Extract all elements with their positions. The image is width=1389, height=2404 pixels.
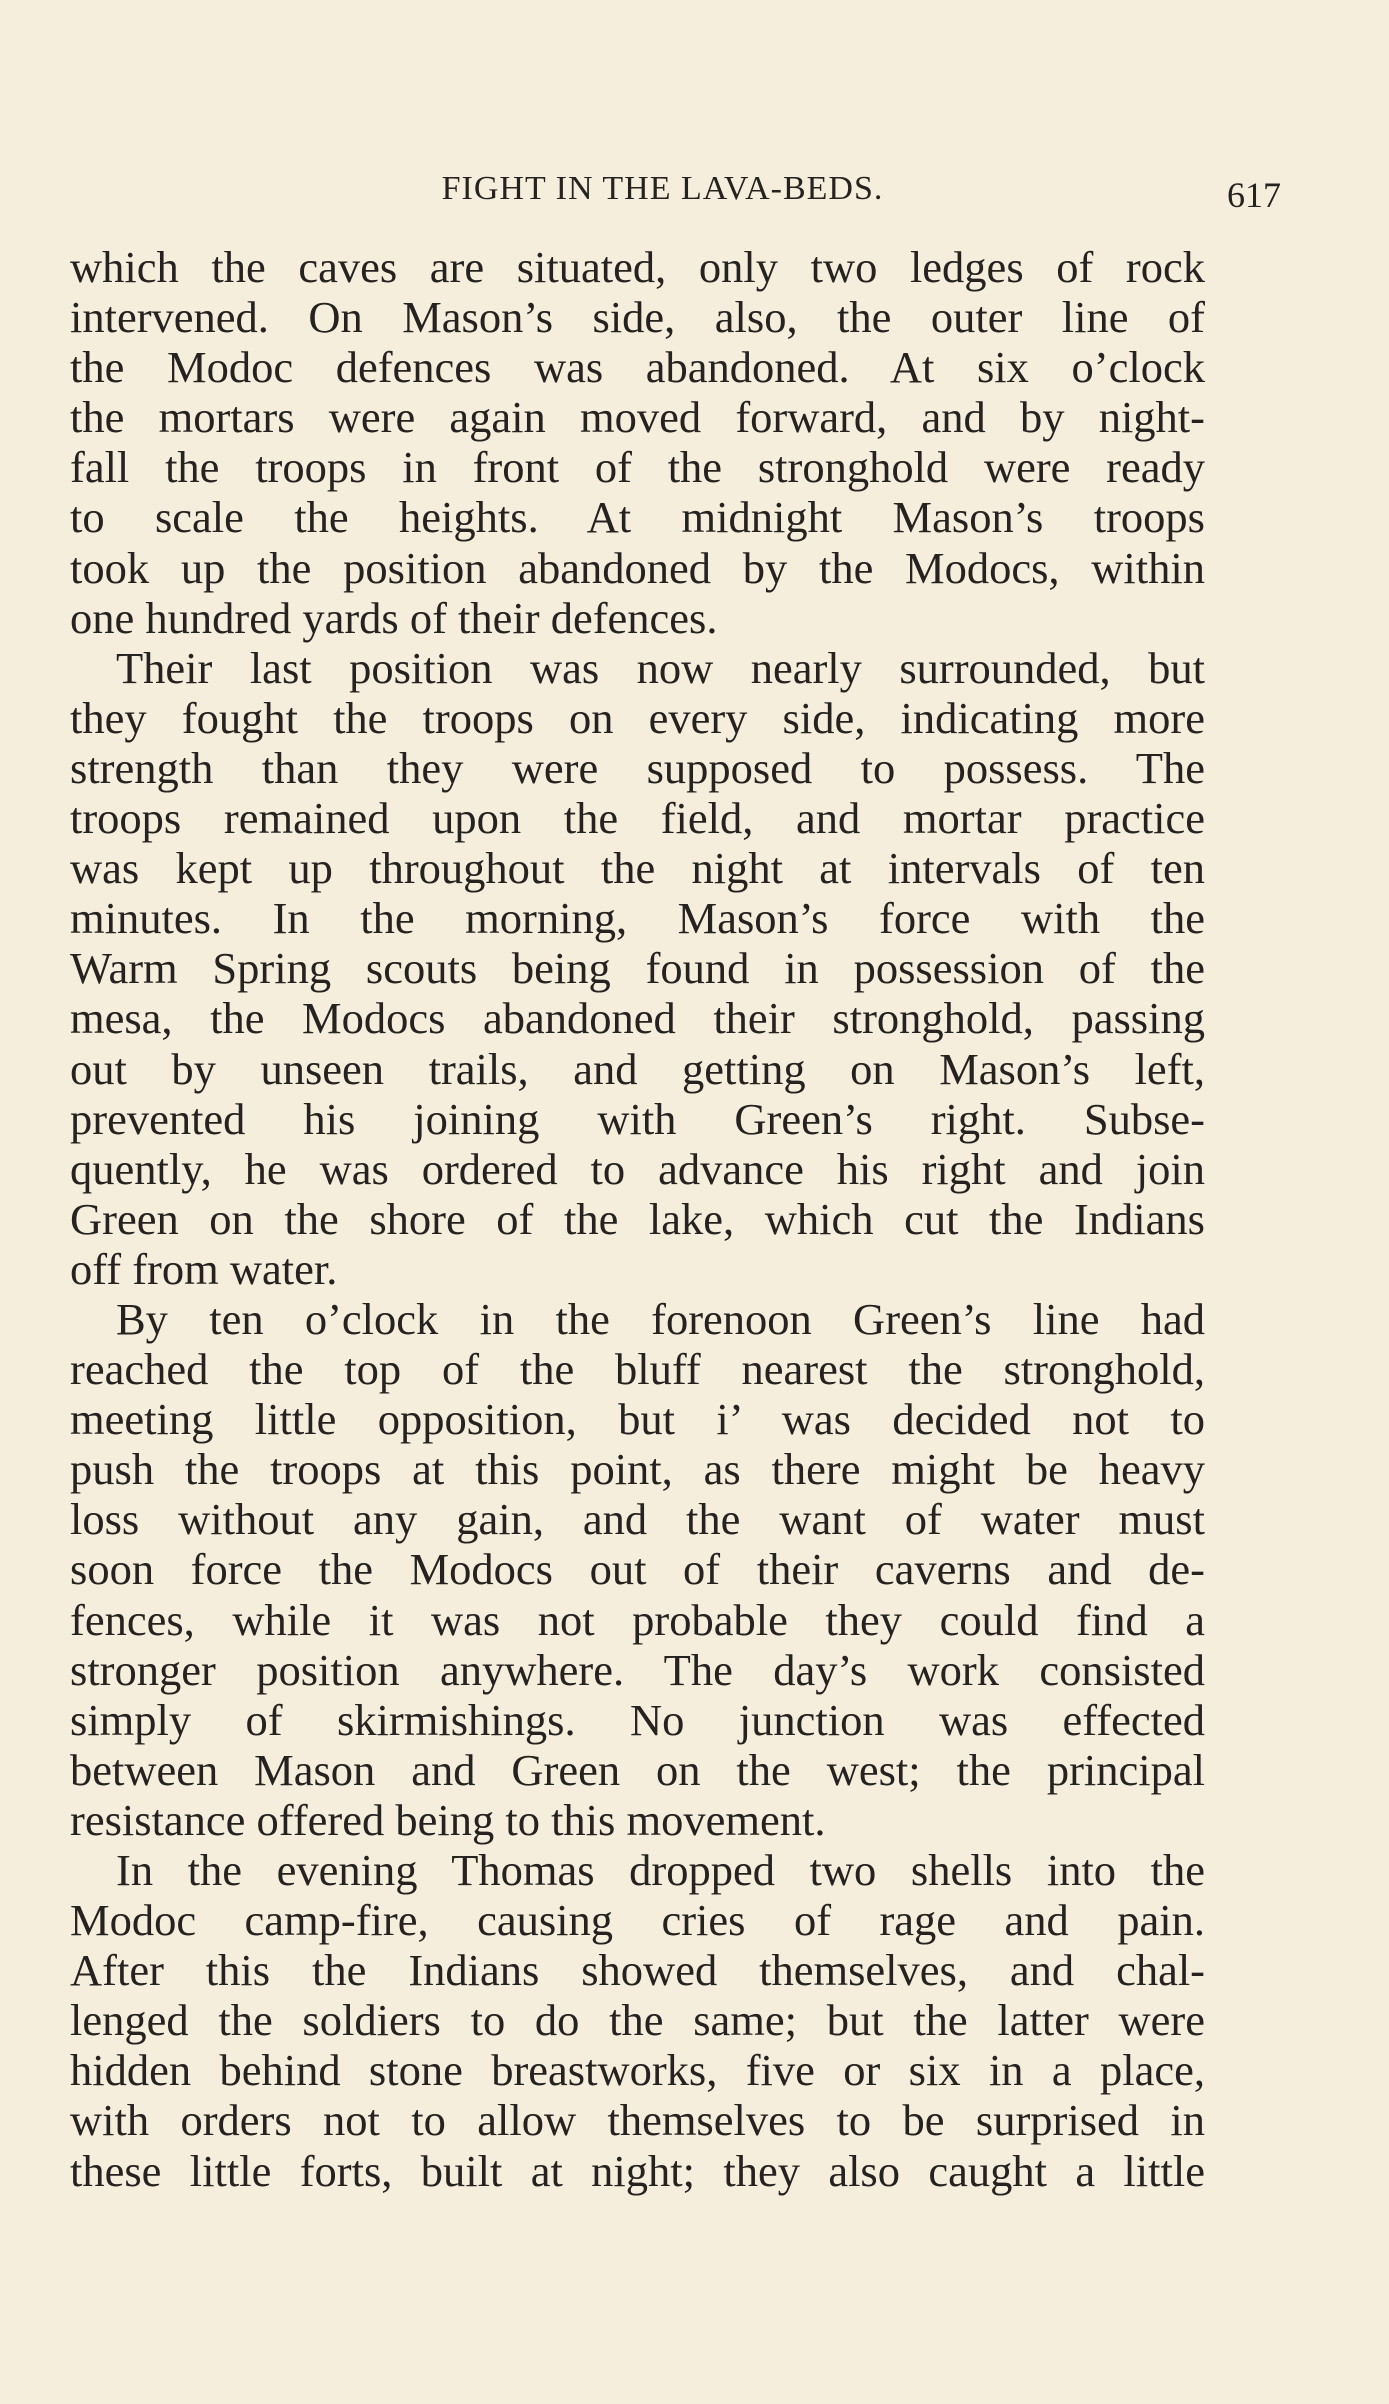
text-line: the mortars were again moved forward, and by night- bbox=[70, 392, 1205, 443]
text-line: quently, he was ordered to advance his right and join bbox=[70, 1143, 1205, 1194]
text-line: meeting little opposition, but i’ was decided not to bbox=[70, 1394, 1205, 1445]
text-line: with orders not to allow themselves to be surprised in bbox=[70, 2095, 1205, 2146]
running-head bbox=[70, 170, 1281, 220]
paragraph-start-line: By ten o’clock in the forenoon Green’s line had bbox=[116, 1293, 1205, 1344]
text-line: After this the Indians showed themselves, and chal- bbox=[70, 1945, 1205, 1996]
text-line: took up the position abandoned by the Modocs, within bbox=[70, 542, 1205, 593]
paragraph-end-line: off from water. bbox=[70, 1243, 338, 1294]
paragraph-end-line: one hundred yards of their defences. bbox=[70, 592, 718, 643]
text-line: Warm Spring scouts being found in possession of the bbox=[70, 943, 1205, 994]
text-line: fall the troops in front of the stronghold were ready bbox=[70, 442, 1205, 493]
text-line: push the troops at this point, as there might be heavy bbox=[70, 1444, 1205, 1495]
text-line: which the caves are situated, only two ledges of rock bbox=[70, 242, 1205, 292]
text-line: Green on the shore of the lake, which cut the Indians bbox=[70, 1193, 1205, 1244]
paragraph-start-line: In the evening Thomas dropped two shells into the bbox=[116, 1845, 1205, 1895]
text-line: these little forts, built at night; they also caught a little bbox=[70, 2145, 1205, 2196]
text-line: mesa, the Modocs abandoned their stronghold, passing bbox=[70, 993, 1205, 1044]
text-line: soon force the Modocs out of their caverns and de- bbox=[70, 1544, 1205, 1595]
text-line: was kept up throughout the night at intervals of ten bbox=[70, 843, 1205, 894]
text-line: they fought the troops on every side, indicating more bbox=[70, 692, 1205, 743]
text-line: troops remained upon the field, and mortar practice bbox=[70, 793, 1205, 844]
text-line: lenged the soldiers to do the same; but the latter were bbox=[70, 1995, 1205, 2046]
text-line: Modoc camp-fire, causing cries of rage and pain. bbox=[70, 1895, 1205, 1946]
text-line: out by unseen trails, and getting on Mason’s left, bbox=[70, 1043, 1205, 1094]
text-line: hidden behind stone breastworks, five or six in a place, bbox=[70, 2045, 1205, 2096]
text-line: loss without any gain, and the want of water must bbox=[70, 1494, 1205, 1545]
text-line: reached the top of the bluff nearest the stronghold, bbox=[70, 1344, 1205, 1395]
paragraph-end-line: resistance offered being to this movement. bbox=[70, 1794, 826, 1845]
page-number: 617 bbox=[1227, 175, 1281, 215]
text-line: simply of skirmishings. No junction was effected bbox=[70, 1694, 1205, 1745]
text-line: to scale the heights. At midnight Mason’s troops bbox=[70, 492, 1205, 543]
text-line: the Modoc defences was abandoned. At six o’clock bbox=[70, 342, 1205, 393]
text-line: prevented his joining with Green’s right. Subse- bbox=[70, 1093, 1205, 1144]
text-line: intervened. On Mason’s side, also, the outer line of bbox=[70, 292, 1205, 343]
text-line: minutes. In the morning, Mason’s force with the bbox=[70, 893, 1205, 944]
paragraph-start-line: Their last position was now nearly surrounded, but bbox=[116, 642, 1205, 693]
body-text bbox=[70, 242, 1205, 2196]
text-line: fences, while it was not probable they could find a bbox=[70, 1594, 1205, 1645]
text-line: strength than they were supposed to possess. The bbox=[70, 742, 1205, 793]
text-line: between Mason and Green on the west; the principal bbox=[70, 1744, 1205, 1795]
text-line: stronger position anywhere. The day’s work consisted bbox=[70, 1644, 1205, 1695]
running-title: FIGHT IN THE LAVA-BEDS. bbox=[441, 170, 884, 207]
